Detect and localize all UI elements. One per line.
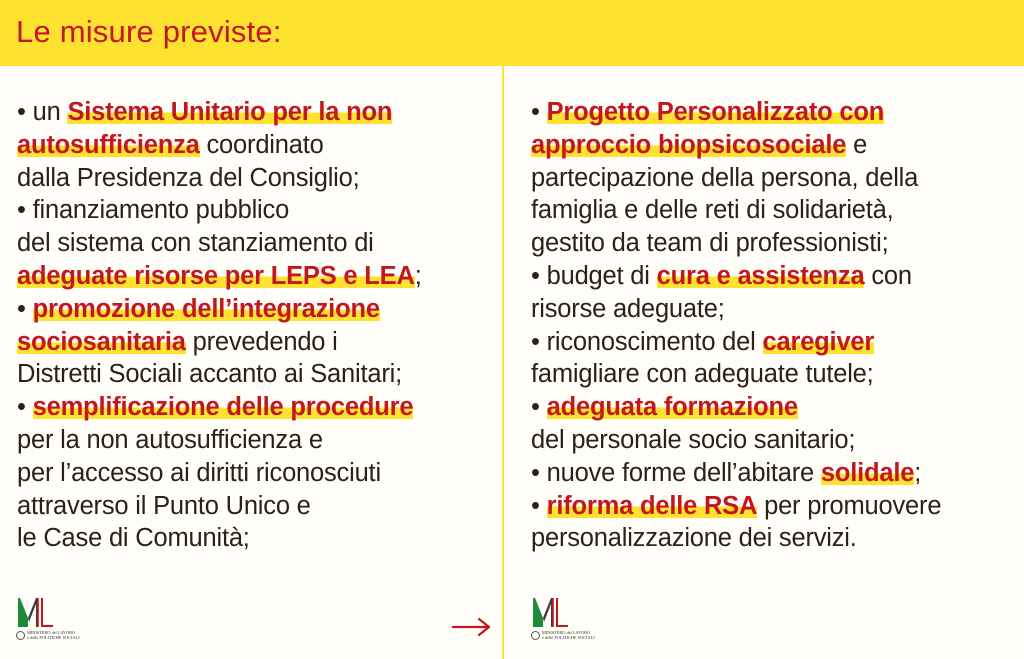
column-divider: [502, 66, 504, 659]
right-measure-line: [531, 522, 1011, 555]
body-text: • budget di: [531, 261, 657, 290]
left-measure-line: [17, 227, 497, 260]
emblem-icon: [531, 631, 540, 640]
body-text: •: [17, 294, 33, 323]
logo-caption-line1: MINISTERO del LAVORO: [542, 630, 591, 635]
body-text: per promuovere: [757, 491, 942, 520]
body-text: coordinato: [199, 130, 324, 159]
header-bar: [0, 0, 1024, 66]
body-text: partecipazione della persona, della: [531, 163, 919, 192]
right-measure-line: [531, 424, 1011, 457]
body-text: prevedendo i: [185, 327, 338, 356]
body-text: del personale socio sanitario;: [531, 425, 856, 454]
right-measure-line: [531, 391, 1011, 424]
body-text: • un: [17, 98, 68, 126]
body-text: • riconoscimento del: [531, 327, 763, 356]
left-measure-line: [17, 522, 497, 555]
emblem-icon: [16, 631, 25, 640]
left-measure-line: [17, 260, 497, 293]
left-measure-line: [17, 162, 497, 195]
ministry-ml-logo-icon: [15, 594, 55, 630]
body-text: •: [531, 98, 547, 126]
right-measure-line: [531, 96, 1011, 129]
highlighted-text: Progetto Personalizzato con: [546, 98, 885, 126]
ministry-logo-right: [530, 594, 595, 642]
body-text: ;: [914, 458, 922, 487]
right-measure-line: [531, 194, 1011, 227]
left-measure-line: [17, 194, 497, 227]
right-measure-line: [531, 457, 1011, 490]
right-measure-line: [531, 358, 1011, 391]
right-measures-list: [531, 96, 1011, 555]
left-measure-line: [17, 457, 497, 490]
body-text: dalla Presidenza del Consiglio;: [17, 163, 360, 192]
left-measure-line: [17, 293, 497, 326]
right-measure-line: [531, 293, 1011, 326]
highlighted-text: cura e assistenza: [656, 261, 865, 290]
body-text: •: [17, 393, 33, 422]
body-text: attraverso il Punto Unico e: [17, 491, 311, 520]
body-text: per la non autosufficienza e: [17, 425, 323, 454]
body-text: con: [864, 261, 912, 290]
body-text: le Case di Comunità;: [17, 524, 250, 553]
body-text: • finanziamento pubblico: [17, 196, 290, 225]
highlighted-text: Sistema Unitario per la non: [67, 98, 393, 126]
ministry-ml-logo-icon: [530, 594, 570, 630]
right-measure-line: [531, 227, 1011, 260]
logo-caption-line2: e delle POLITICHE SOCIALI: [542, 635, 595, 640]
ministry-logo-left: [15, 594, 80, 642]
right-measure-line: [531, 129, 1011, 162]
left-measure-line: [17, 326, 497, 359]
right-measure-line: [531, 326, 1011, 359]
left-measure-line: [17, 391, 497, 424]
highlighted-text: adeguate risorse per LEPS e LEA: [17, 261, 415, 290]
right-measure-line: [531, 260, 1011, 293]
logo-caption-line1: MINISTERO del LAVORO: [27, 630, 76, 635]
page-title: Le misure previste:: [16, 14, 282, 49]
body-text: famiglia e delle reti di solidarietà,: [531, 196, 894, 225]
logo-caption-line2: e delle POLITICHE SOCIALI: [27, 635, 80, 640]
body-text: • nuove forme dell’abitare: [531, 458, 821, 487]
highlighted-text: adeguata formazione: [546, 393, 798, 422]
body-text: personalizzazione dei servizi.: [531, 524, 857, 553]
left-measures-list: [17, 96, 497, 555]
left-measure-line: [17, 96, 497, 129]
left-measure-line: [17, 358, 497, 391]
body-text: ;: [414, 261, 422, 290]
highlighted-text: caregiver: [762, 327, 875, 356]
highlighted-text: solidale: [820, 458, 915, 487]
body-text: famigliare con adeguate tutele;: [531, 360, 874, 389]
body-text: •: [531, 491, 547, 520]
highlighted-text: semplificazione delle procedure: [32, 393, 414, 422]
arrow-right-icon[interactable]: [452, 616, 492, 638]
body-text: e: [846, 130, 868, 159]
highlighted-text: approccio biopsicosociale: [531, 130, 847, 159]
body-text: per l’accesso ai diritti riconosciuti: [17, 458, 381, 487]
body-text: •: [531, 393, 547, 422]
highlighted-text: autosufficienza: [17, 130, 200, 159]
right-measure-line: [531, 490, 1011, 523]
highlighted-text: riforma delle RSA: [546, 491, 758, 520]
body-text: del sistema con stanziamento di: [17, 229, 374, 258]
body-text: risorse adeguate;: [531, 294, 725, 323]
body-text: Distretti Sociali accanto ai Sanitari;: [17, 360, 402, 389]
highlighted-text: promozione dell’integrazione: [32, 294, 380, 323]
left-measure-line: [17, 129, 497, 162]
left-measure-line: [17, 424, 497, 457]
left-measure-line: [17, 490, 497, 523]
body-text: gestito da team di professionisti;: [531, 229, 889, 258]
highlighted-text: sociosanitaria: [17, 327, 186, 356]
right-measure-line: [531, 162, 1011, 195]
